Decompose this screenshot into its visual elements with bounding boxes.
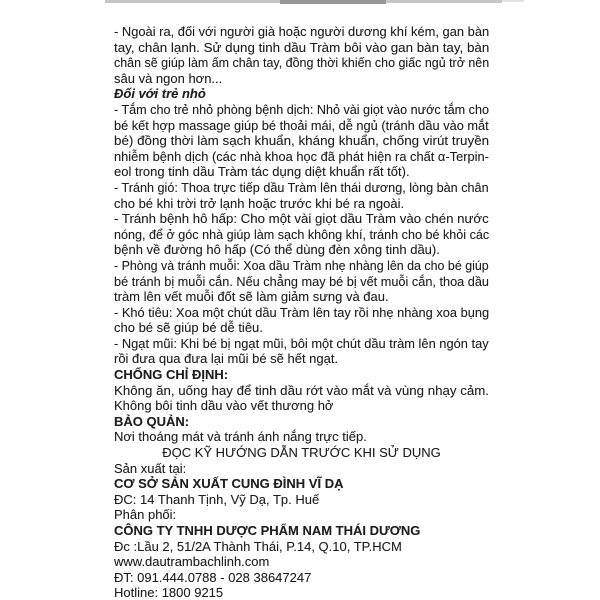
contraindications-line: Không bôi tinh dầu vào vết thương hở — [114, 398, 334, 414]
usage-children-digestion-line: - Khó tiêu: Xoa một chút dầu Tràm lên tay rồi nhẹ nhàng xoa bụng — [114, 304, 490, 320]
usage-children-respiratory-line: - Tránh bệnh hô hấp: Cho một vài giọt dầu Tràm vào chén nước — [114, 211, 489, 227]
manufacturer-address: ĐC: 14 Thanh Tịnh, Vỹ Dạ, Tp. Huế — [114, 491, 320, 507]
distributor-name: CÔNG TY TNHH DƯỢC PHẨM NAM THÁI DƯƠNG — [114, 523, 421, 538]
usage-children-bathing-line: bé kết hợp massage giúp bé thoải mái, dễ ngủ (tránh dầu vào mắt — [114, 117, 489, 133]
usage-children-stuffy-nose-line: rồi đưa qua đưa lại mũi bé sẽ hết ngạt. — [114, 351, 339, 367]
usage-children-bathing-line: eol trong tinh dầu Tràm tác dụng diệt khuẩn rất tốt). — [114, 164, 410, 180]
usage-children-wind-line: cho bé khi trời trở lạnh hoặc trước khi bé ra ngoài. — [114, 195, 405, 211]
usage-children-respiratory-line: nóng, để ở góc nhà giúp làm sạch không khí, tránh cho bé khỏi các — [114, 226, 490, 242]
storage-line: Nơi thoáng mát và tránh ánh nắng trực tiếp. — [114, 429, 367, 445]
phone-numbers: ĐT: 091.444.0788 - 028 38647247 — [114, 569, 312, 585]
usage-adults-line: - Ngoài ra, đối với người già hoặc người dương khí kém, gan bàn — [114, 24, 490, 39]
section-heading-contraindications: CHỐNG CHỈ ĐỊNH: — [114, 367, 229, 383]
usage-children-wind-line: - Tránh gió: Thoa trực tiếp dầu Tràm lên thái dương, lòng bàn chân — [114, 179, 489, 195]
usage-children-bathing-line: - Tắm cho trẻ nhỏ phòng bệnh dịch: Nhỏ vài giọt vào nước tắm cho — [114, 101, 489, 117]
usage-children-digestion-line: cho bé sẽ giúp bé dễ tiêu. — [114, 320, 263, 336]
usage-children-bathing-line: nhiễm bệnh dịch (các nhà khoa học đã phát hiện ra chất α-Terpin- — [114, 148, 489, 164]
section-heading-storage: BẢO QUẢN: — [114, 413, 190, 429]
usage-adults-line: chân sẽ giúp làm ấm chân tay, đồng thời khiến cho giấc ngủ trở nên — [114, 55, 490, 71]
usage-children-mosquito-line: tràm lên vết muỗi đốt sẽ làm giảm sưng và đau. — [114, 289, 389, 305]
contraindications-line: Không ăn, uống hay để tinh dầu rớt vào mắt và vùng nhạy cảm. — [114, 382, 489, 398]
section-heading-children: Đối với trẻ nhỏ — [114, 86, 206, 102]
hotline-number: Hotline: 1800 9215 — [114, 585, 224, 600]
usage-adults-line: tay, chân lạnh. Sử dụng tinh dầu Tràm bôi vào gan bàn tay, bàn — [114, 39, 490, 55]
manufacturer-label: Sản xuất tại: — [114, 460, 187, 476]
manufacturer-name: CƠ SỞ SẢN XUẤT CUNG ĐÌNH VĨ DẠ — [114, 476, 344, 492]
usage-children-stuffy-nose-line: - Ngạt mũi: Khi bé bị ngạt mũi, bôi một chút dầu tràm lên ngón tay — [114, 335, 489, 351]
cropped-print-strip-tail — [502, 0, 524, 2]
distributor-label: Phân phối: — [114, 507, 177, 523]
usage-adults-line: sâu và ngon hơn... — [114, 70, 223, 86]
distributor-address: Đc :Lầu 2, 51/2A Thành Thái, P.14, Q.10, TP.HCM — [114, 538, 402, 554]
cropped-print-strip-dark-segment — [280, 0, 386, 4]
usage-children-bathing-line: bé) đồng thời làm sạch khuẩn, kháng khuẩn, chống virút truyền — [114, 133, 490, 149]
leaflet-text-column — [114, 24, 489, 600]
usage-children-respiratory-line: bệnh về đường hô hấp (Có thể dùng đèn xông tinh dầu). — [114, 242, 440, 258]
usage-children-mosquito-line: bé tránh bị muỗi cắn. Nếu chẳng may bé bị vết muỗi cắn, thoa dầu — [114, 273, 490, 289]
website-text: www.dautrambachlinh.com — [114, 554, 270, 570]
usage-children-mosquito-line: - Phòng và tránh muỗi: Xoa dầu Tràm nhẹ nhàng lên da cho bé giúp — [114, 257, 489, 273]
read-instructions-notice: ĐỌC KỸ HƯỚNG DẪN TRƯỚC KHI SỬ DỤNG — [162, 445, 441, 461]
